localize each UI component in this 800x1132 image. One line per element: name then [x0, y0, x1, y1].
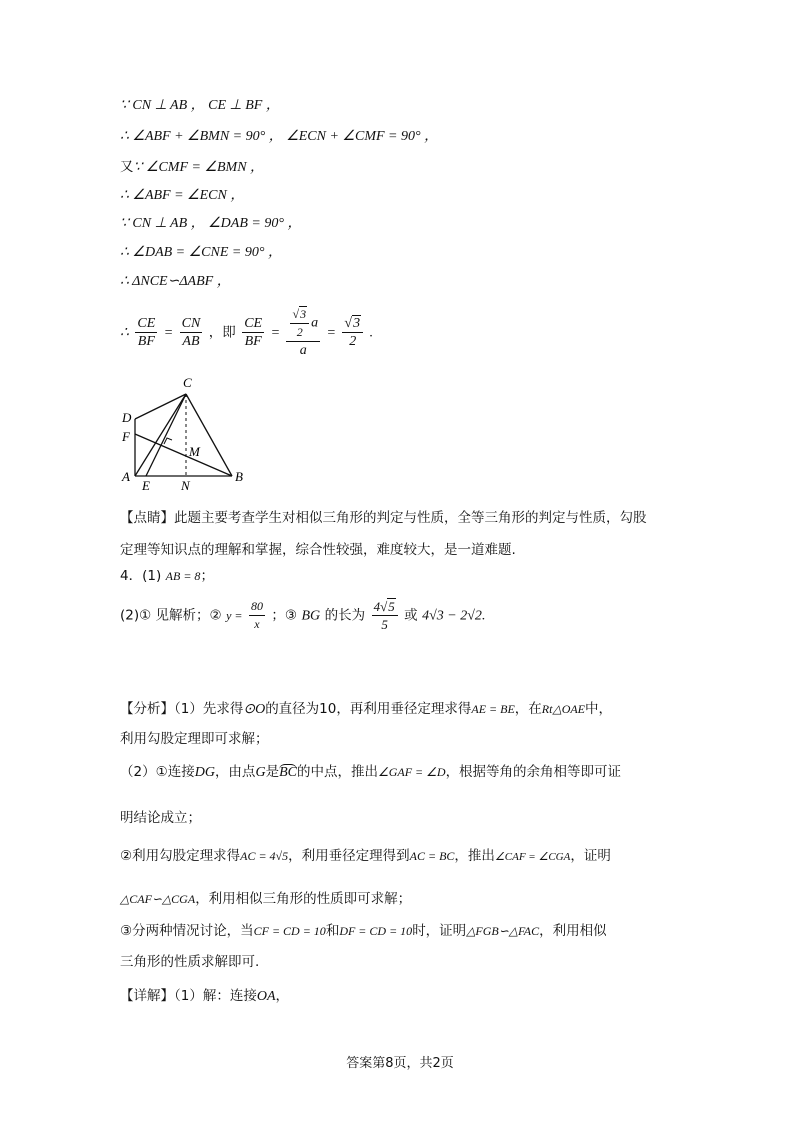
- frac-den: BF: [137, 334, 155, 349]
- analysis-line-7: [120, 921, 607, 941]
- right-angle-mark: [164, 438, 172, 444]
- point-g: G: [255, 765, 266, 780]
- analysis-tag: 【分析】: [120, 701, 174, 717]
- fraction-sqrt3-over-2: [342, 315, 363, 350]
- frac-num: CN: [181, 316, 201, 331]
- therefore-symbol: ∴: [120, 325, 129, 341]
- analysis-line-1: [120, 699, 612, 720]
- geometry-figure: [114, 374, 274, 494]
- analysis-text: 时，证明: [412, 923, 467, 939]
- q4-length-text: 的长为: [324, 607, 366, 624]
- fraction-4sqrt5-over-5: [372, 598, 398, 633]
- detail-end: ，: [275, 988, 290, 1004]
- radicand: 5: [388, 599, 395, 614]
- segment-oa: OA: [256, 989, 276, 1004]
- analysis-text: 和: [325, 923, 340, 939]
- label-f: F: [122, 429, 130, 444]
- q4-answer-1-end: ；: [200, 568, 214, 584]
- analysis-text: ，利用垂径定理得到: [288, 848, 410, 864]
- sqrt-icon: √3: [292, 307, 307, 321]
- analysis-text: ②利用勾股定理求得: [120, 848, 241, 864]
- fraction-ce-bf: [135, 315, 157, 350]
- or-text: 或: [404, 607, 418, 624]
- page-footer: 答案第8页，共2页: [346, 1056, 454, 1071]
- analysis-text: ，证明: [570, 848, 611, 864]
- ac-equals: AC = 4√5: [240, 849, 289, 863]
- frac-num: CE: [244, 316, 263, 331]
- frac-den: BF: [244, 334, 262, 349]
- radicand: 3: [300, 307, 307, 321]
- proof-line-1: ∵ CN ⊥ AB ， CE ⊥ BF ，: [120, 98, 280, 113]
- proof-line-6: ∴ ∠DAB = ∠CNE = 90° ，: [120, 245, 282, 260]
- frac-den: 2: [349, 334, 357, 349]
- sqrt-icon: √3: [344, 316, 361, 331]
- ae-equals-be: AE = BE: [471, 702, 515, 716]
- analysis-text: 的中点，推出: [296, 764, 378, 780]
- circle-o: ⊙O: [243, 702, 266, 717]
- proof-line-3: [120, 157, 264, 178]
- rt-triangle-oae: Rt△OAE: [541, 702, 586, 716]
- analysis-line-4: 明结论成立；: [120, 810, 201, 826]
- q4-line-1: [120, 566, 214, 586]
- period: .: [369, 325, 374, 341]
- analysis-text: ，根据等角的余角相等即可证: [445, 764, 622, 780]
- analysis-line-2: 利用勾股定理即可求解；: [120, 731, 269, 747]
- similar-fgb-fac: △FGB∽△FAC: [466, 924, 540, 938]
- frac-den: AB: [182, 334, 200, 349]
- df-equals-cd: DF = CD = 10: [339, 924, 413, 938]
- equals-sign: =: [326, 325, 336, 341]
- similar-caf-cga: △CAF∽△CGA: [120, 892, 196, 906]
- frac-num: [372, 598, 398, 616]
- arc-bc: BC: [279, 765, 297, 780]
- comment-tag: 【点睛】: [120, 510, 174, 526]
- label-d: D: [122, 410, 132, 425]
- analysis-line-5: [120, 846, 611, 867]
- proof-line-2: ∴ ∠ABF + ∠BMN = 90° ， ∠ECN + ∠CMF = 90° ，: [120, 129, 439, 144]
- q4-part2-mid: ；③: [271, 607, 298, 624]
- frac-num: CE: [137, 316, 156, 331]
- analysis-text: ，推出: [454, 848, 495, 864]
- detail-line-1: [120, 986, 289, 1007]
- proof-line-3-prefix: 又: [120, 159, 134, 175]
- analysis-text: ③分两种情况讨论，当: [120, 923, 254, 939]
- frac-den: 5: [381, 617, 388, 632]
- analysis-line-3: [120, 762, 621, 783]
- bg-label: BG: [301, 608, 321, 624]
- proof-line-7: ∴ ΔNCE∽ΔABF ，: [120, 274, 231, 289]
- sqrt-icon: √5: [380, 599, 395, 614]
- analysis-line-8: 三角形的性质求解即可.: [120, 954, 260, 970]
- comment-line-2: 定理等知识点的理解和掌握，综合性较强，难度较大，是一道难题.: [120, 542, 516, 558]
- detail-tag: 【详解】: [120, 988, 174, 1004]
- analysis-text: ，利用相似三角形的性质即可求解；: [195, 891, 412, 907]
- proof-line-5: ∵ CN ⊥ AB ， ∠DAB = 90° ，: [120, 216, 302, 231]
- equals-sign: =: [163, 325, 174, 341]
- proof-line-3-text: ∵ ∠CMF = ∠BMN ，: [133, 160, 265, 175]
- q4-answer-1: AB = 8: [165, 569, 201, 583]
- frac-num-compound: [286, 306, 320, 342]
- coef: 4: [373, 599, 381, 614]
- analysis-text: ，在: [514, 701, 542, 717]
- label-b: B: [235, 469, 243, 484]
- label-m: M: [189, 444, 200, 459]
- analysis-text: 是: [265, 764, 280, 780]
- frac-num: 80: [249, 598, 265, 616]
- detail-text: （1）解：连接: [174, 988, 257, 1004]
- inner-fraction: [290, 306, 309, 341]
- analysis-text: 的直径为10，再利用垂径定理求得: [265, 701, 472, 717]
- fraction-sqrt3-2-a-over-a: [286, 306, 320, 359]
- angle-caf-equals-cga: ∠CAF = ∠CGA: [494, 851, 571, 863]
- y-equals: y =: [226, 608, 243, 623]
- q4-line-2: [120, 598, 485, 633]
- analysis-text: 中，: [585, 701, 613, 717]
- analysis-text: （1）先求得: [174, 701, 244, 717]
- analysis-text: （2）①连接: [120, 764, 195, 780]
- label-e: E: [142, 478, 150, 493]
- frac-num: [342, 315, 363, 333]
- analysis-text: ，利用相似: [539, 923, 607, 939]
- q4-part2-prefix: (2)① 见解析；②: [120, 607, 222, 624]
- alt-answer: 4√3 − 2√2: [422, 608, 482, 624]
- proof-line-4: ∴ ∠ABF = ∠ECN ，: [120, 188, 245, 203]
- var-a: a: [311, 315, 319, 331]
- equals-sign: =: [270, 325, 281, 341]
- angle-gaf-equals-d: ∠GAF = ∠D: [377, 765, 446, 779]
- cf-equals-cd: CF = CD = 10: [253, 924, 326, 938]
- frac-den: a: [299, 343, 307, 358]
- inner-num: [290, 306, 309, 324]
- analysis-text: ，由点: [214, 764, 256, 780]
- label-n: N: [181, 478, 190, 493]
- analysis-line-6: [120, 889, 411, 909]
- comment-line-1: [120, 508, 647, 528]
- label-c: C: [183, 375, 192, 390]
- inner-den: 2: [296, 325, 303, 339]
- radicand: 3: [353, 316, 361, 331]
- fraction-ce-bf-2: [242, 315, 264, 350]
- segment-ce: [146, 394, 186, 476]
- label-a: A: [122, 469, 130, 484]
- segment-cb: [186, 394, 232, 476]
- ji-text: ，即: [208, 324, 236, 341]
- fraction-80-over-x: [249, 598, 265, 633]
- alt-end: .: [481, 608, 486, 624]
- fraction-cn-ab: [180, 315, 203, 350]
- comment-text-1: 此题主要考查学生对相似三角形的判定与性质，全等三角形的判定与性质，勾股: [174, 510, 647, 526]
- frac-den: x: [254, 617, 260, 631]
- arc-ac-equals-bc: AC = BC: [409, 849, 455, 863]
- segment-dg: DG: [194, 765, 215, 780]
- proof-line-8: [120, 306, 373, 359]
- q4-number: 4．(1): [120, 568, 162, 584]
